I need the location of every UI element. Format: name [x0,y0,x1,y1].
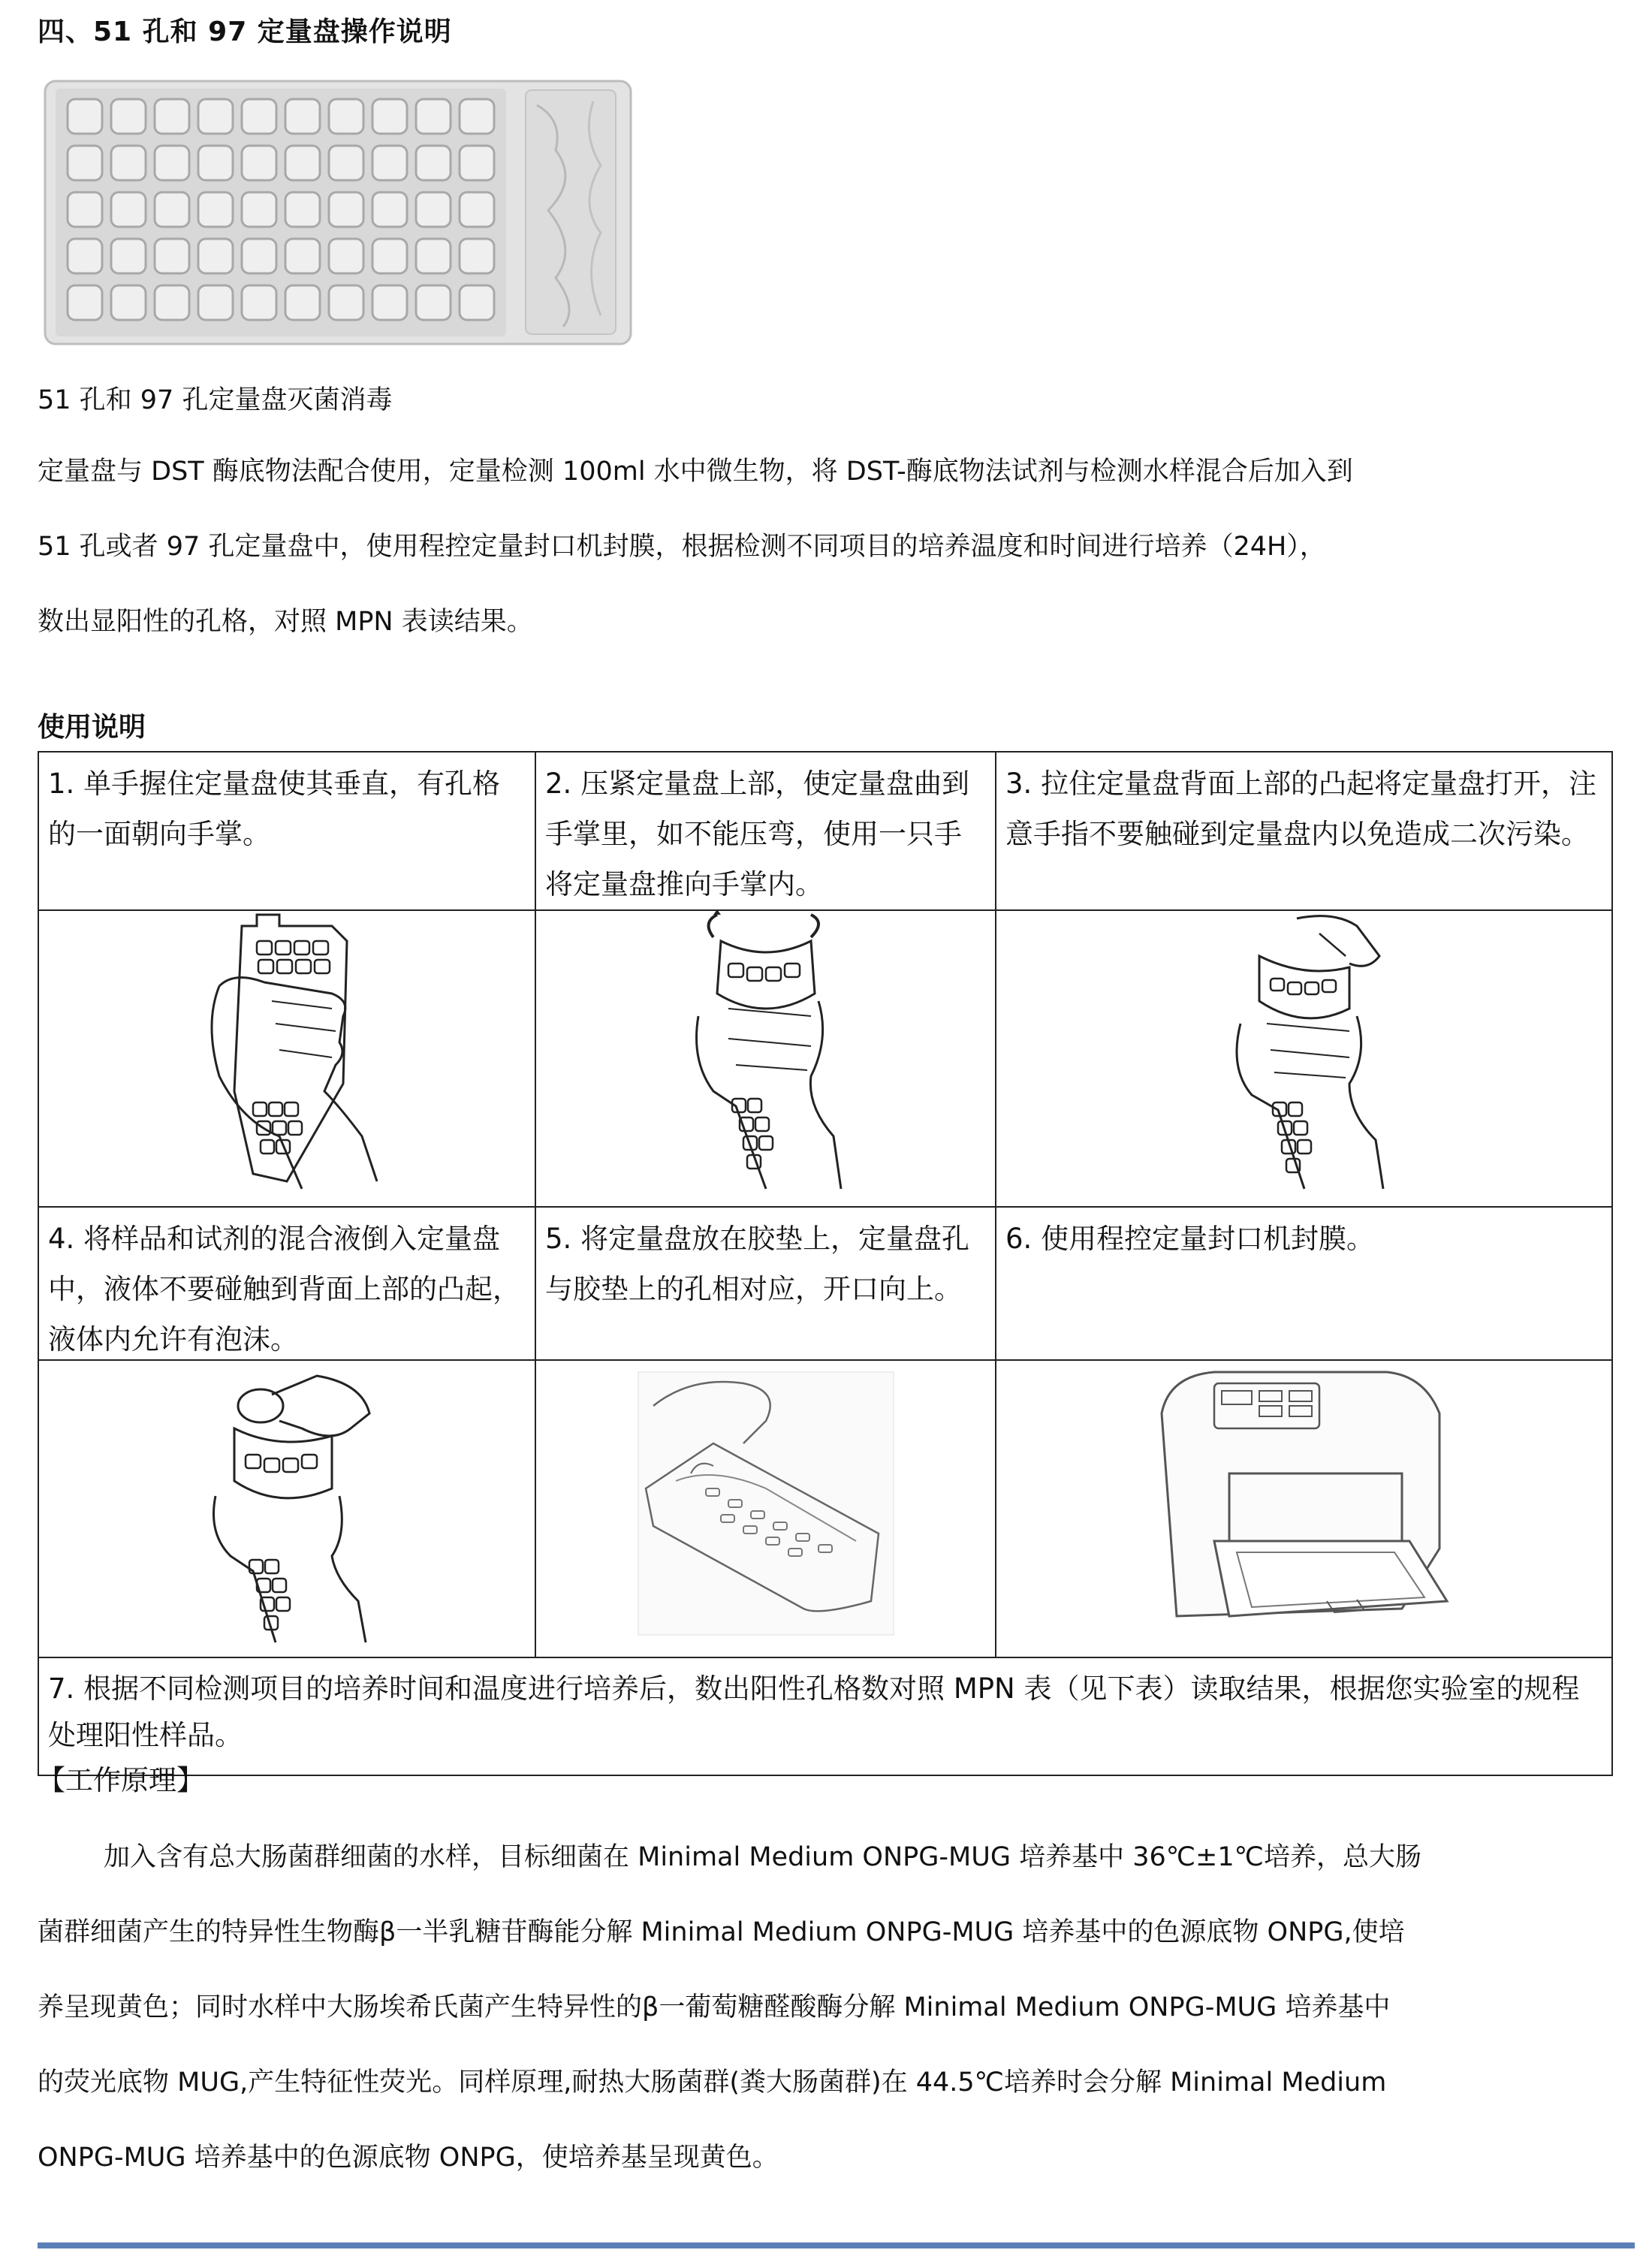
principle-line-1: 加入含有总大肠菌群细菌的水样，目标细菌在 Minimal Medium ONPG-MUG 培养基中 36℃±1℃培养，总大肠 [104,1842,1421,1872]
tray-on-rubber-insert-illustration [631,1361,901,1646]
tray-well [372,146,407,180]
step-2-text: 2. 压紧定量盘上部，使定量盘曲到手掌里，如不能压弯，使用一只手将定量盘推向手掌内。 [545,768,970,900]
step-cell-6 [996,1207,1612,1360]
tray-well [372,239,407,273]
tray-well [372,99,407,134]
hand-opening-tray-illustration [1207,911,1402,1196]
tray-well [416,146,451,180]
principle-line-4: 的荧光底物 MUG,产生特征性荧光。同样原理,耐热大肠菌群(粪大肠菌群)在 44.5℃培养时会分解 Minimal Medium [38,2067,1387,2098]
principle-line-5: ONPG-MUG 培养基中的色源底物 ONPG，使培养基呈现黄色。 [38,2143,779,2173]
tray-well [372,192,407,227]
tray-well [460,146,494,180]
tray-well [242,239,276,273]
tray-well [155,192,189,227]
steps-table [38,751,1613,1776]
tray-well [416,239,451,273]
step-cell-7 [38,1657,1612,1775]
tray-well [111,146,146,180]
tray-well [111,99,146,134]
tray-well [329,146,363,180]
step-7-text: 7. 根据不同检测项目的培养时间和温度进行培养后，数出阳性孔格数对照 MPN 表（见下表）读取结果，根据您实验室的规程处理阳性样品。 [48,1672,1580,1751]
tray-well [198,285,233,320]
step-1-text: 1. 单手握住定量盘使其垂直，有孔格的一面朝向手掌。 [48,768,501,850]
usage-title: 使用说明 [38,712,146,743]
tray-well [242,285,276,320]
step-cell-1 [38,752,535,910]
tray-well [416,192,451,227]
tray-well [242,192,276,227]
tray-caption: 51 孔和 97 孔定量盘灭菌消毒 [38,385,393,415]
hand-holding-tray-illustration [189,911,384,1196]
tray-well [155,285,189,320]
intro-line-3: 数出显阳性的孔格，对照 MPN 表读结果。 [38,607,533,637]
tray-well [285,192,320,227]
footer-rule [38,2242,1635,2248]
tray-well [198,192,233,227]
tray-well [68,239,102,273]
tray-well [329,192,363,227]
step-3-image-cell [996,910,1612,1207]
tray-well [68,192,102,227]
tray-well [242,146,276,180]
principle-line-2: 菌群细菌产生的特异性生物酶β一半乳糖苷酶能分解 Minimal Medium ONPG-MUG 培养基中的色源底物 ONPG,使培 [38,1917,1405,1947]
step-6-text: 6. 使用程控定量封口机封膜。 [1005,1223,1375,1255]
tray-well [68,285,102,320]
step-6-image-cell [996,1360,1612,1657]
tray-well [111,239,146,273]
principle-line-3: 养呈现黄色；同时水样中大肠埃希氏菌产生特异性的β一葡萄糖醛酸酶分解 Minimal Medium ONPG-MUG 培养基中 [38,1992,1391,2022]
section-heading: 四、51 孔和 97 定量盘操作说明 [38,17,452,47]
tray-well [242,99,276,134]
tray-well [198,99,233,134]
tray-well [285,99,320,134]
tray-well [460,285,494,320]
step-4-text: 4. 将样品和试剂的混合液倒入定量盘中，液体不要碰触到背面上部的凸起，液体内允许有泡沫。 [48,1223,520,1356]
step-4-image-cell [38,1360,535,1657]
tray-well [416,285,451,320]
tray-well [460,239,494,273]
tray-well [155,99,189,134]
step-cell-2 [535,752,996,910]
step-5-text: 5. 将定量盘放在胶垫上，定量盘孔与胶垫上的孔相对应，开口向上。 [545,1223,970,1305]
step-cell-3 [996,752,1612,910]
tray-well [111,285,146,320]
step-5-image-cell [535,1360,996,1657]
tray-well [155,146,189,180]
step-2-image-cell [535,910,996,1207]
tray-well [285,146,320,180]
tray-well [285,285,320,320]
tray-well [198,239,233,273]
tray-well [372,285,407,320]
intro-line-1: 定量盘与 DST 酶底物法配合使用，定量检测 100ml 水中微生物，将 DST-酶底物法试剂与检测水样混合后加入到 [38,457,1353,487]
tray-well [329,99,363,134]
tray-well [68,99,102,134]
principle-title: 【工作原理】 [38,1764,204,1796]
step-cell-4 [38,1207,535,1360]
tray-well [68,146,102,180]
intro-line-2: 51 孔或者 97 孔定量盘中，使用程控定量封口机封膜，根据检测不同项目的培养温度和时间进行培养（24H）， [38,532,1326,562]
tray-well [198,146,233,180]
hand-bending-tray-illustration [683,911,849,1196]
tray-well [329,285,363,320]
pouring-sample-illustration [189,1361,384,1646]
tray-well [460,192,494,227]
tray-well [285,239,320,273]
tray-well [329,239,363,273]
sealer-machine-illustration [1147,1361,1462,1646]
step-1-image-cell [38,910,535,1207]
step-cell-5 [535,1207,996,1360]
step-3-text: 3. 拉住定量盘背面上部的凸起将定量盘打开，注意手指不要触碰到定量盘内以免造成二次污染。 [1005,768,1597,850]
tray-well [111,192,146,227]
tray-well [155,239,189,273]
quanti-tray-image [38,75,638,349]
tray-well [416,99,451,134]
tray-well [460,99,494,134]
